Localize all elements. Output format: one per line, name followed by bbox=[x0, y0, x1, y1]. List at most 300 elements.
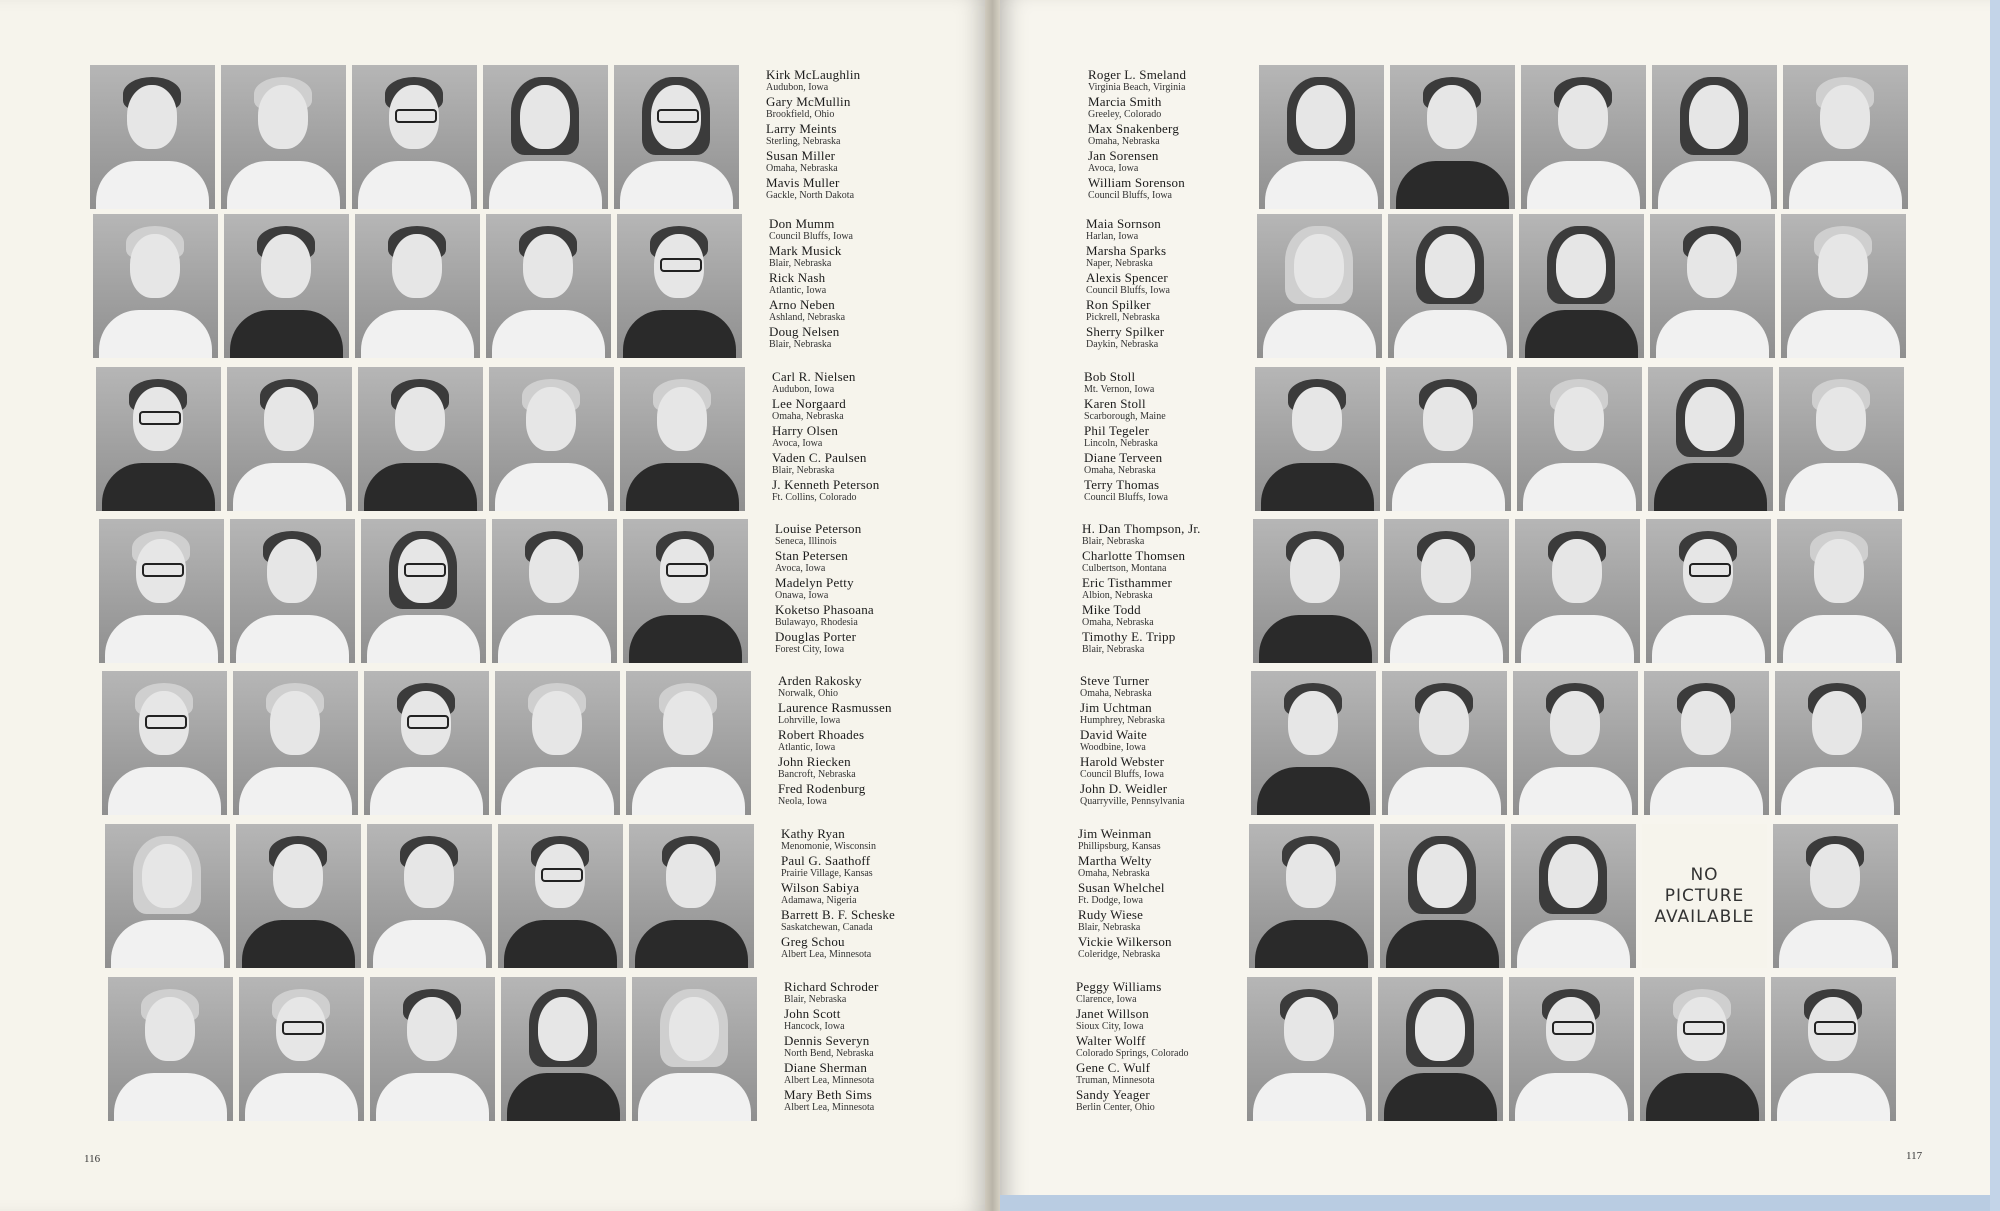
student-hometown: Seneca, Illinois bbox=[775, 536, 837, 547]
student-portrait bbox=[1648, 367, 1773, 511]
student-hometown: Omaha, Nebraska bbox=[1078, 868, 1150, 879]
student-hometown: Council Bluffs, Iowa bbox=[1080, 769, 1164, 780]
portrait-body bbox=[1783, 615, 1896, 663]
student-name: Peggy Williams bbox=[1076, 979, 1162, 994]
student-entry bbox=[769, 217, 919, 243]
student-portrait bbox=[620, 367, 745, 511]
student-hometown: Humphrey, Nebraska bbox=[1080, 715, 1165, 726]
portrait-head bbox=[1687, 234, 1737, 298]
student-hometown: Menomonie, Wisconsin bbox=[781, 841, 876, 852]
page-edge-strip bbox=[1000, 1195, 2000, 1211]
student-name: Laurence Rasmussen bbox=[778, 700, 892, 715]
student-entry bbox=[1080, 782, 1230, 808]
student-name: Janet Willson bbox=[1076, 1006, 1149, 1021]
student-name: Sandy Yeager bbox=[1076, 1087, 1150, 1102]
portrait-head bbox=[532, 691, 582, 755]
student-hometown: Bulawayo, Rhodesia bbox=[775, 617, 858, 628]
student-portrait bbox=[1783, 65, 1908, 209]
student-name: Stan Petersen bbox=[775, 548, 849, 563]
photo-row bbox=[1251, 671, 1900, 815]
student-portrait bbox=[1388, 214, 1513, 358]
portrait-head bbox=[669, 997, 719, 1061]
student-entry bbox=[1088, 68, 1238, 94]
student-name: Susan Miller bbox=[766, 148, 836, 163]
student-portrait bbox=[352, 65, 477, 209]
portrait-body bbox=[1521, 615, 1634, 663]
portrait-body bbox=[114, 1073, 227, 1121]
student-portrait bbox=[1640, 977, 1765, 1121]
portrait-head bbox=[1683, 539, 1733, 603]
student-portrait bbox=[1257, 214, 1382, 358]
student-hometown: Atlantic, Iowa bbox=[769, 285, 827, 296]
portrait-body bbox=[1517, 920, 1630, 968]
portrait-head bbox=[1814, 539, 1864, 603]
student-name: Timothy E. Tripp bbox=[1082, 629, 1176, 644]
student-portrait bbox=[1511, 824, 1636, 968]
student-portrait bbox=[1249, 824, 1374, 968]
student-entry bbox=[781, 935, 931, 961]
student-name: Steve Turner bbox=[1080, 673, 1150, 688]
portrait-head bbox=[1689, 85, 1739, 149]
portrait-body bbox=[230, 310, 343, 358]
student-name: Maia Sornson bbox=[1086, 216, 1161, 231]
student-name: Harry Olsen bbox=[772, 423, 839, 438]
student-hometown: Quarryville, Pennsylvania bbox=[1080, 796, 1185, 807]
portrait-body bbox=[1785, 463, 1898, 511]
student-portrait bbox=[1781, 214, 1906, 358]
student-name: Jim Weinman bbox=[1078, 826, 1152, 841]
student-portrait bbox=[1519, 214, 1644, 358]
portrait-body bbox=[1650, 767, 1763, 815]
student-entry bbox=[766, 95, 916, 121]
portrait-head bbox=[1810, 844, 1860, 908]
photo-row bbox=[1259, 65, 1908, 209]
name-block bbox=[1084, 370, 1234, 505]
portrait-head bbox=[404, 844, 454, 908]
portrait-body bbox=[1525, 310, 1638, 358]
student-portrait bbox=[501, 977, 626, 1121]
portrait-head bbox=[267, 539, 317, 603]
portrait-body bbox=[1658, 161, 1771, 209]
student-entry bbox=[1076, 1061, 1226, 1087]
student-hometown: Phillipsburg, Kansas bbox=[1078, 841, 1161, 852]
photo-row bbox=[1255, 367, 1904, 511]
student-portrait bbox=[483, 65, 608, 209]
portrait-head bbox=[1552, 539, 1602, 603]
portrait-body bbox=[1396, 161, 1509, 209]
student-entry bbox=[772, 424, 922, 450]
student-name: Don Mumm bbox=[769, 216, 835, 231]
student-name: Diane Sherman bbox=[784, 1060, 868, 1075]
student-entry bbox=[1078, 935, 1228, 961]
student-entry bbox=[1088, 122, 1238, 148]
portrait-body bbox=[102, 463, 215, 511]
portrait-head bbox=[523, 234, 573, 298]
student-hometown: Coleridge, Nebraska bbox=[1078, 949, 1161, 960]
student-name: Gene C. Wulf bbox=[1076, 1060, 1151, 1075]
student-hometown: Albert Lea, Minnesota bbox=[784, 1102, 875, 1113]
portrait-head bbox=[1812, 691, 1862, 755]
portrait-body bbox=[108, 767, 221, 815]
student-portrait bbox=[1380, 824, 1505, 968]
student-portrait bbox=[1777, 519, 1902, 663]
portrait-body bbox=[638, 1073, 751, 1121]
student-name: John Scott bbox=[784, 1006, 841, 1021]
student-portrait bbox=[93, 214, 218, 358]
student-hometown: Gackle, North Dakota bbox=[766, 190, 855, 201]
student-hometown: Omaha, Nebraska bbox=[772, 411, 844, 422]
student-portrait bbox=[498, 824, 623, 968]
name-block bbox=[1082, 522, 1232, 657]
student-entry bbox=[1078, 854, 1228, 880]
student-entry bbox=[1086, 244, 1236, 270]
student-hometown: Council Bluffs, Iowa bbox=[1088, 190, 1172, 201]
portrait-body bbox=[507, 1073, 620, 1121]
student-hometown: Forest City, Iowa bbox=[775, 644, 845, 655]
student-hometown: Albert Lea, Minnesota bbox=[784, 1075, 875, 1086]
portrait-head bbox=[273, 844, 323, 908]
portrait-body bbox=[495, 463, 608, 511]
student-name: Vickie Wilkerson bbox=[1078, 934, 1172, 949]
student-name: Lee Norgaard bbox=[772, 396, 846, 411]
student-hometown: Culbertson, Montana bbox=[1082, 563, 1167, 574]
student-entry bbox=[766, 122, 916, 148]
student-name: Martha Welty bbox=[1078, 853, 1152, 868]
student-hometown: Omaha, Nebraska bbox=[1084, 465, 1156, 476]
student-hometown: Sioux City, Iowa bbox=[1076, 1021, 1144, 1032]
name-block bbox=[769, 217, 919, 352]
student-name: Fred Rodenburg bbox=[778, 781, 866, 796]
portrait-body bbox=[96, 161, 209, 209]
student-entry bbox=[1084, 424, 1234, 450]
photo-row bbox=[93, 214, 742, 358]
student-name: Koketso Phasoana bbox=[775, 602, 874, 617]
student-portrait bbox=[1253, 519, 1378, 663]
portrait-head bbox=[535, 844, 585, 908]
student-portrait bbox=[492, 519, 617, 663]
student-name: Karen Stoll bbox=[1084, 396, 1146, 411]
student-name: Arden Rakosky bbox=[778, 673, 862, 688]
portrait-head bbox=[529, 539, 579, 603]
portrait-body bbox=[370, 767, 483, 815]
portrait-head bbox=[1818, 234, 1868, 298]
left-page bbox=[0, 0, 985, 1211]
student-hometown: Sterling, Nebraska bbox=[766, 136, 841, 147]
student-name: Terry Thomas bbox=[1084, 477, 1160, 492]
student-name: Carl R. Nielsen bbox=[772, 369, 856, 384]
portrait-head bbox=[1296, 85, 1346, 149]
student-portrait bbox=[489, 367, 614, 511]
portrait-body bbox=[1519, 767, 1632, 815]
student-hometown: Greeley, Colorado bbox=[1088, 109, 1162, 120]
student-name: Eric Tisthammer bbox=[1082, 575, 1173, 590]
student-portrait bbox=[617, 214, 742, 358]
student-entry bbox=[772, 397, 922, 423]
student-entry bbox=[1076, 1034, 1226, 1060]
student-name: Marsha Sparks bbox=[1086, 243, 1167, 258]
portrait-head bbox=[1415, 997, 1465, 1061]
student-entry bbox=[1086, 217, 1236, 243]
student-portrait bbox=[486, 214, 611, 358]
name-block bbox=[781, 827, 931, 962]
student-portrait bbox=[629, 824, 754, 968]
student-portrait bbox=[1259, 65, 1384, 209]
student-name: Jim Uchtman bbox=[1080, 700, 1152, 715]
portrait-head bbox=[392, 234, 442, 298]
portrait-body bbox=[361, 310, 474, 358]
portrait-body bbox=[1394, 310, 1507, 358]
student-hometown: Blair, Nebraska bbox=[1078, 922, 1141, 933]
student-hometown: Albion, Nebraska bbox=[1082, 590, 1153, 601]
portrait-body bbox=[1652, 615, 1765, 663]
student-hometown: Saskatchewan, Canada bbox=[781, 922, 873, 933]
portrait-head bbox=[270, 691, 320, 755]
student-hometown: Naper, Nebraska bbox=[1086, 258, 1153, 269]
student-name: Walter Wolff bbox=[1076, 1033, 1146, 1048]
student-name: Charlotte Thomsen bbox=[1082, 548, 1186, 563]
student-portrait bbox=[1515, 519, 1640, 663]
student-portrait bbox=[233, 671, 358, 815]
student-entry bbox=[1084, 370, 1234, 396]
student-name: Paul G. Saathoff bbox=[781, 853, 871, 868]
student-name: Alexis Spencer bbox=[1086, 270, 1168, 285]
student-name: Diane Terveen bbox=[1084, 450, 1163, 465]
student-hometown: Ft. Dodge, Iowa bbox=[1078, 895, 1143, 906]
student-hometown: Harlan, Iowa bbox=[1086, 231, 1139, 242]
student-portrait bbox=[364, 671, 489, 815]
student-name: Marcia Smith bbox=[1088, 94, 1162, 109]
student-hometown: Daykin, Nebraska bbox=[1086, 339, 1159, 350]
student-hometown: Ashland, Nebraska bbox=[769, 312, 846, 323]
portrait-body bbox=[492, 310, 605, 358]
student-portrait bbox=[1773, 824, 1898, 968]
student-entry bbox=[769, 298, 919, 324]
student-portrait bbox=[355, 214, 480, 358]
student-portrait bbox=[1384, 519, 1509, 663]
student-portrait bbox=[358, 367, 483, 511]
student-name: Madelyn Petty bbox=[775, 575, 854, 590]
portrait-body bbox=[1787, 310, 1900, 358]
student-entry bbox=[1082, 522, 1232, 548]
student-hometown: Colorado Springs, Colorado bbox=[1076, 1048, 1189, 1059]
student-hometown: Audubon, Iowa bbox=[766, 82, 829, 93]
student-entry bbox=[784, 1034, 934, 1060]
student-portrait bbox=[1775, 671, 1900, 815]
portrait-body bbox=[501, 767, 614, 815]
student-entry bbox=[1080, 728, 1230, 754]
student-portrait bbox=[1644, 671, 1769, 815]
portrait-body bbox=[1257, 767, 1370, 815]
student-portrait bbox=[1378, 977, 1503, 1121]
portrait-head bbox=[663, 691, 713, 755]
portrait-head bbox=[520, 85, 570, 149]
student-hometown: Avoca, Iowa bbox=[775, 563, 826, 574]
portrait-body bbox=[1523, 463, 1636, 511]
student-portrait bbox=[1382, 671, 1507, 815]
student-portrait bbox=[96, 367, 221, 511]
student-entry bbox=[1086, 271, 1236, 297]
portrait-head bbox=[666, 844, 716, 908]
name-block bbox=[766, 68, 916, 203]
student-entry bbox=[1078, 908, 1228, 934]
portrait-head bbox=[1556, 234, 1606, 298]
left-page-number: 116 bbox=[84, 1153, 101, 1165]
portrait-head bbox=[136, 539, 186, 603]
portrait-body bbox=[1654, 463, 1767, 511]
student-name: Phil Tegeler bbox=[1084, 423, 1150, 438]
student-entry bbox=[769, 271, 919, 297]
student-name: David Waite bbox=[1080, 727, 1147, 742]
portrait-body bbox=[626, 463, 739, 511]
student-name: Barrett B. F. Scheske bbox=[781, 907, 896, 922]
student-entry bbox=[1080, 674, 1230, 700]
portrait-body bbox=[1255, 920, 1368, 968]
portrait-body bbox=[1779, 920, 1892, 968]
portrait-body bbox=[373, 920, 486, 968]
student-portrait bbox=[370, 977, 495, 1121]
student-portrait bbox=[236, 824, 361, 968]
student-name: H. Dan Thompson, Jr. bbox=[1082, 521, 1201, 536]
no-picture-placeholder: NO PICTURE AVAILABLE bbox=[1642, 824, 1767, 968]
portrait-body bbox=[367, 615, 480, 663]
portrait-head bbox=[1550, 691, 1600, 755]
portrait-body bbox=[1253, 1073, 1366, 1121]
student-name: Wilson Sabiya bbox=[781, 880, 860, 895]
portrait-body bbox=[635, 920, 748, 968]
student-portrait bbox=[495, 671, 620, 815]
student-hometown: Virginia Beach, Virginia bbox=[1088, 82, 1186, 93]
student-entry bbox=[1082, 603, 1232, 629]
student-hometown: Blair, Nebraska bbox=[1082, 644, 1145, 655]
student-portrait bbox=[1521, 65, 1646, 209]
portrait-head bbox=[389, 85, 439, 149]
portrait-head bbox=[258, 85, 308, 149]
student-hometown: Clarence, Iowa bbox=[1076, 994, 1137, 1005]
student-portrait bbox=[1386, 367, 1511, 511]
portrait-body bbox=[236, 615, 349, 663]
portrait-body bbox=[1789, 161, 1902, 209]
student-hometown: Ft. Collins, Colorado bbox=[772, 492, 857, 503]
portrait-head bbox=[1677, 997, 1727, 1061]
student-entry bbox=[775, 576, 925, 602]
portrait-head bbox=[1284, 997, 1334, 1061]
portrait-body bbox=[489, 161, 602, 209]
student-entry bbox=[1084, 451, 1234, 477]
student-entry bbox=[778, 728, 928, 754]
student-name: Greg Schou bbox=[781, 934, 845, 949]
portrait-head bbox=[145, 997, 195, 1061]
student-name: Gary McMullin bbox=[766, 94, 851, 109]
student-entry bbox=[784, 1007, 934, 1033]
portrait-head bbox=[1427, 85, 1477, 149]
photo-row bbox=[1253, 519, 1902, 663]
student-hometown: North Bend, Nebraska bbox=[784, 1048, 874, 1059]
student-portrait bbox=[108, 977, 233, 1121]
portrait-body bbox=[242, 920, 355, 968]
student-hometown: Scarborough, Maine bbox=[1084, 411, 1166, 422]
student-entry bbox=[1088, 95, 1238, 121]
student-entry bbox=[775, 603, 925, 629]
student-hometown: Norwalk, Ohio bbox=[778, 688, 838, 699]
student-entry bbox=[1086, 325, 1236, 351]
student-entry bbox=[1088, 176, 1238, 202]
student-name: Louise Peterson bbox=[775, 521, 862, 536]
student-hometown: Truman, Minnesota bbox=[1076, 1075, 1155, 1086]
student-entry bbox=[781, 908, 931, 934]
portrait-head bbox=[130, 234, 180, 298]
portrait-head bbox=[1425, 234, 1475, 298]
portrait-body bbox=[105, 615, 218, 663]
portrait-body bbox=[504, 920, 617, 968]
portrait-head bbox=[1546, 997, 1596, 1061]
student-hometown: Omaha, Nebraska bbox=[1080, 688, 1152, 699]
student-entry bbox=[769, 244, 919, 270]
photo-row bbox=[90, 65, 739, 209]
student-portrait bbox=[367, 824, 492, 968]
portrait-body bbox=[239, 767, 352, 815]
student-portrait bbox=[614, 65, 739, 209]
portrait-head bbox=[538, 997, 588, 1061]
portrait-body bbox=[1781, 767, 1894, 815]
student-name: Kirk McLaughlin bbox=[766, 67, 861, 82]
portrait-body bbox=[620, 161, 733, 209]
student-hometown: Council Bluffs, Iowa bbox=[1086, 285, 1170, 296]
student-name: Kathy Ryan bbox=[781, 826, 845, 841]
portrait-head bbox=[657, 387, 707, 451]
portrait-head bbox=[1421, 539, 1471, 603]
portrait-body bbox=[99, 310, 212, 358]
student-portrait bbox=[1771, 977, 1896, 1121]
student-hometown: Avoca, Iowa bbox=[1088, 163, 1139, 174]
student-entry bbox=[1082, 576, 1232, 602]
portrait-body bbox=[1384, 1073, 1497, 1121]
right-page-number: 117 bbox=[1906, 1150, 1923, 1162]
student-hometown: Council Bluffs, Iowa bbox=[1084, 492, 1168, 503]
student-hometown: Bancroft, Nebraska bbox=[778, 769, 856, 780]
student-portrait bbox=[1247, 977, 1372, 1121]
student-hometown: Albert Lea, Minnesota bbox=[781, 949, 872, 960]
student-entry bbox=[781, 881, 931, 907]
student-entry bbox=[781, 854, 931, 880]
student-portrait bbox=[1255, 367, 1380, 511]
student-entry bbox=[784, 1061, 934, 1087]
student-portrait bbox=[230, 519, 355, 663]
student-portrait bbox=[1779, 367, 1904, 511]
student-entry bbox=[1080, 701, 1230, 727]
portrait-body bbox=[1656, 310, 1769, 358]
portrait-head bbox=[1286, 844, 1336, 908]
right-page bbox=[1000, 0, 2000, 1211]
student-name: Bob Stoll bbox=[1084, 369, 1136, 384]
name-block bbox=[1088, 68, 1238, 203]
portrait-head bbox=[1685, 387, 1735, 451]
photo-row bbox=[1247, 977, 1896, 1121]
portrait-body bbox=[1386, 920, 1499, 968]
student-entry bbox=[769, 325, 919, 351]
student-name: Rudy Wiese bbox=[1078, 907, 1144, 922]
student-name: Max Snakenberg bbox=[1088, 121, 1180, 136]
portrait-body bbox=[629, 615, 742, 663]
student-portrait bbox=[1517, 367, 1642, 511]
portrait-body bbox=[1515, 1073, 1628, 1121]
student-hometown: Onawa, Iowa bbox=[775, 590, 829, 601]
student-entry bbox=[772, 370, 922, 396]
student-hometown: Blair, Nebraska bbox=[769, 339, 832, 350]
portrait-head bbox=[401, 691, 451, 755]
portrait-head bbox=[407, 997, 457, 1061]
student-hometown: Blair, Nebraska bbox=[1082, 536, 1145, 547]
student-portrait bbox=[1652, 65, 1777, 209]
